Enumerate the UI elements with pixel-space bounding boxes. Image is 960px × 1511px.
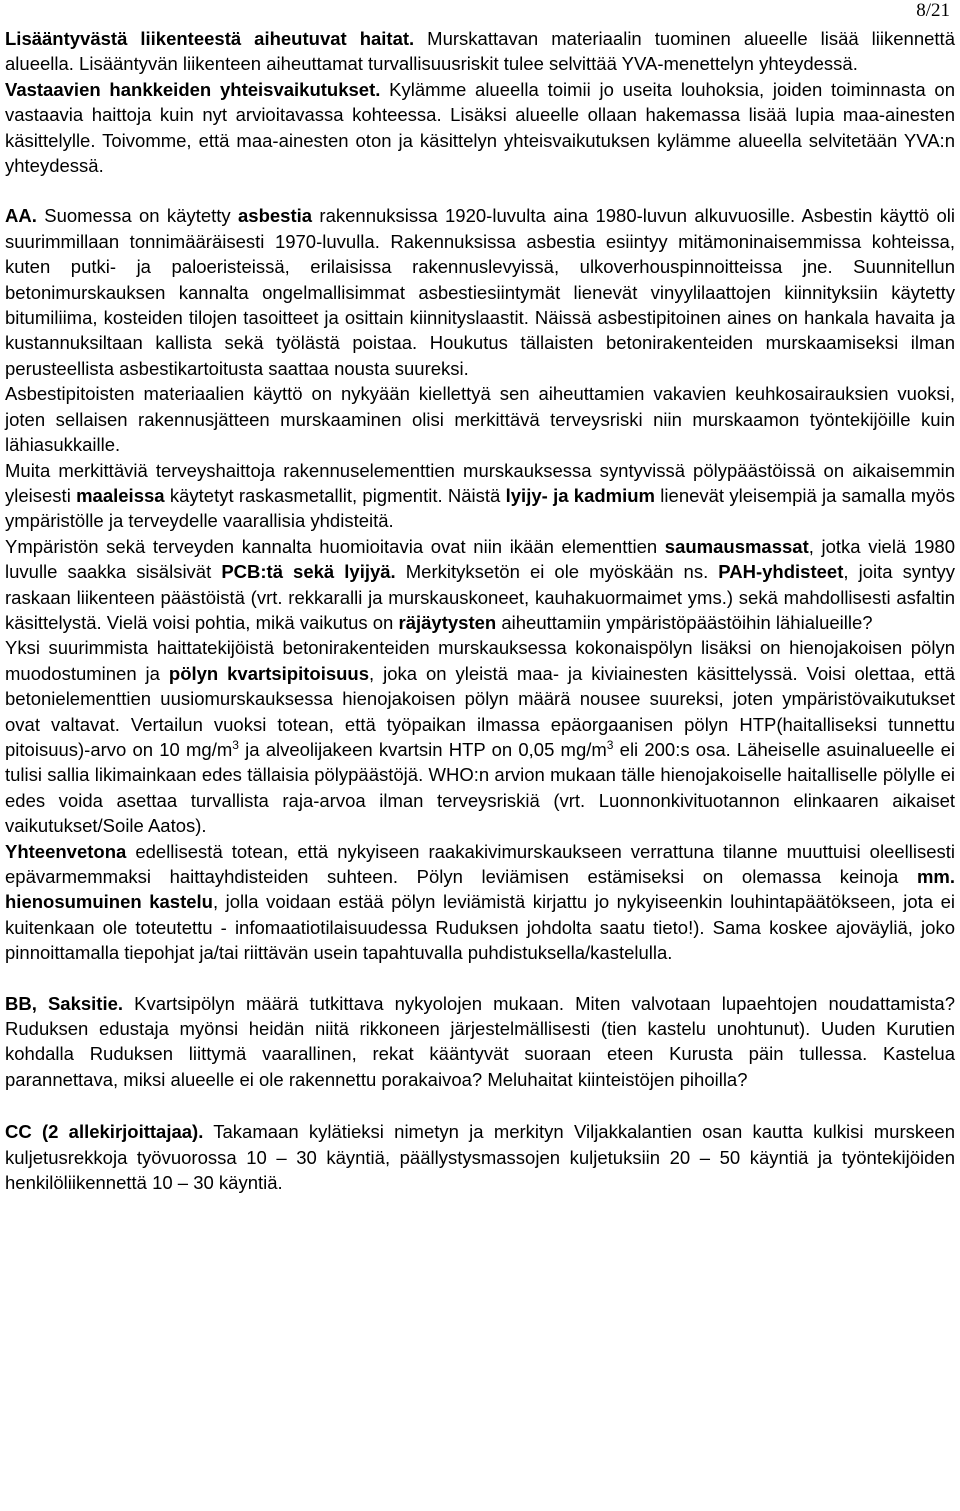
paragraph-saumausmassat (5, 534, 955, 636)
page-number: 8/21 (916, 0, 950, 21)
paragraph-text: rakennuksissa 1920-luvulta aina 1980-luvun alkuvuosille. Asbestin käyttö oli suurimmillaan tonnimääräisesti 1970-luvulla. Rakennuksissa asbestia esiintyy mitämoninaisemmissa kohteissa, kuten putki- ja paloeristeissä, erilaisissa rakennuslevyissä, ulkoverhouspinnoitteissa jne. Suunnitellun betonimurskauksen kannalta ongelmallisimmat asbestiesiintymät lienevät vinyylilaattojen kiinnityksiin käytetty bitumiliima, kosteiden tilojen tasoitteet ja osittain kiinnityslaastit. Näissä asbestipitoinen aines on hankala havaita ja kustannuksiltaan kallista sekä työlästä poistaa. Houkutus tällaisten betonirakenteiden murskaamiseksi ilman perusteellista asbestikartoitusta saattaa nousta suureksi. (5, 205, 955, 379)
superscript: 3 (606, 737, 614, 752)
bold-text: BB, Saksitie. (5, 992, 124, 1014)
paragraph-text: , jotka vielä 1980 luvulle saakka sisälsivät (5, 535, 956, 583)
bold-text: mm. hienosumuinen kastelu (5, 866, 955, 913)
paragraph-asbestipitoiset (5, 381, 955, 457)
paragraph-yhteisvaikutukset (5, 77, 955, 179)
paragraph-text: Ympäristön sekä terveyden kannalta huomioitavia ovat niin ikään elementtien (5, 535, 665, 557)
paragraph-text: käytetyt raskasmetallit, pigmentit. Näistä (164, 484, 506, 506)
paragraph-text: , jolla voidaan estää pölyn leviämistä kirjattu jo nykyiseenkin louhintapäätökseen, jota ei kuitenkaan ole toteutettu - infomaatiotilaisuudessa Ruduksen johdolta saatu tieto!). Sama koskee ajoväyliä, joko pinnoittamalla tiepohjat ja/tai riittävän usein tapahtuvalla puhdistuksella/kastelulla. (5, 891, 955, 964)
bold-text: AA. (5, 205, 37, 227)
bold-text: maaleissa (76, 484, 165, 506)
paragraph-text: Kylämme alueella toimii jo useita louhoksia, joiden toiminnasta on vastaavia haittoja kuin nyt arvioitavassa kohteessa. Lisäksi alueelle ollaan hakemassa lisää lupia maa-ainesten käsittelylle. Toivomme, että maa-ainesten oton ja käsittelyn yhteisvaikutuksen kylämme alueella selvitetään YVA:n yhteydessä. (5, 78, 955, 177)
paragraph-text: ja alveolijakeen kvartsin HTP on 0,05 mg/m (238, 738, 607, 760)
bold-text: lyijy- ja kadmium (505, 484, 656, 506)
paragraph-text: Murskattavan materiaalin tuominen alueelle lisää liikennettä alueella. Lisääntyvän liikenteen aiheuttamat turvallisuusriskit tulee selvittää YVA-menettelyn yhteydessä. (5, 28, 955, 75)
document-body (5, 26, 955, 1195)
bold-text: pölyn kvartsipitoisuus (168, 662, 370, 684)
bold-text: PAH-yhdisteet (718, 561, 844, 583)
paragraph-text: Merkityksetön ei ole myöskään ns. (395, 561, 719, 583)
paragraph-text: lienevät yleisempiä ja samalla myös ympäristölle ja terveydelle vaarallisia yhdisteitä. (5, 484, 955, 532)
bold-text: CC (2 allekirjoittajaa). (5, 1121, 204, 1143)
paragraph-liikenne (5, 26, 955, 77)
paragraph-cc (5, 1119, 955, 1195)
superscript: 3 (232, 737, 239, 752)
paragraph-text: Suomessa on käytetty (36, 205, 239, 227)
paragraph-text: Asbestipitoisten materiaalien käyttö on nykyään kiellettyä sen aiheuttamien vakavien keuhkosairauksien vuoksi, joten sellaisen rakennusjätteen murskaaminen olisi merkittävä terveysriski niin murskaamon työntekijöille kuin lähiasukkaille. (5, 383, 955, 456)
bold-text: saumausmassat (664, 535, 809, 557)
paragraph-text: , joka on yleistä maa- ja kiviainesten käsittelyssä. Voisi olettaa, että betonielementtien uusiomurskauksessa hienojakoisen pölyn määrä nousee suureksi, joten ympäristövaikutukset ovat valtavat. Vertailun vuoksi totean, että työpaikan ilmassa epäorgaanisen pölyn HTP(haitalliseksi tunnettu pitoisuus)-arvo on 10 mg/m (5, 662, 955, 760)
paragraph-bb (5, 991, 955, 1093)
paragraph-text: aiheuttamiin ympäristöpäästöihin lähialueille? (496, 611, 873, 633)
paragraph-text: edellisestä totean, että nykyiseen raakakivimurskaukseen verrattuna tilanne muuttuisi oleellisesti epävarmemmaksi haittayhdisteiden suhteen. Pölyn leviämisen estämiseksi on olemassa keinoja (5, 840, 955, 887)
paragraph-kvartsi (5, 635, 955, 838)
paragraph-text: , joita syntyy raskaan liikenteen päästöistä (vrt. rekkaralli ja murskauskoneet, kauhakuormaimet yms.) sekä mahdollisesti asfaltin käsittelystä. Vielä voisi pohtia, mikä vaikutus on (5, 561, 956, 633)
paragraph-yhteenveto (5, 839, 955, 966)
bold-text: PCB:tä sekä lyijyä. (221, 561, 396, 583)
bold-text: Vastaavien hankkeiden yhteisvaikutukset. (5, 78, 381, 100)
paragraph-text: Yksi suurimmista haittatekijöistä betonirakenteiden murskauksessa kokonaispölyn lisäksi on hienojakoisen pölyn muodostuminen ja (5, 637, 955, 684)
bold-text: räjäytysten (398, 611, 497, 633)
paragraph-text: Takamaan kylätieksi nimetyn ja merkityn Viljakkalantien osan kautta kulkisi murskeen kuljetusrekkoja työvuorossa 10 – 30 käyntiä, päällystysmassojen kuljetuksiin 20 – 50 käyntiä ja työntekijöiden henkilöliikennettä 10 – 30 käyntiä. (5, 1121, 955, 1194)
bold-text: Yhteenvetona (5, 840, 127, 862)
paragraph-terveyshaitat (5, 458, 955, 534)
paragraph-text: eli 200:s osa. Läheiselle asuinalueelle ei tulisi sallia likimainkaan edes tällaisia pölypäästöjä. WHO:n arvion mukaan tälle hienojakoiselle haitalliselle pölylle ei edes voida asettaa turvallista raja-arvoa ilman terveysriskiä (vrt. Luonnonkivituotannon elinkaaren aikaiset vaikutukset/Soile Aatos). (5, 738, 955, 837)
paragraph-aa (5, 203, 955, 381)
paragraph-text: Kvartsipölyn määrä tutkittava nykyolojen mukaan. Miten valvotaan lupaehtojen noudattamista? Ruduksen edustaja myönsi heidän niitä rikkoneen järjestelmällisesti (tien kastelu unohtunut). Uuden Kurutien kohdalla Ruduksen liittymä vaarallinen, rekat kääntyvät suoraan eteen Kurusta päin tullessa. Kastelua parannettava, miksi alueelle ei ole rakennettu porakaivoa? Meluhaitat kiinteistöjen pihoilla? (5, 992, 955, 1090)
bold-text: Lisääntyvästä liikenteestä aiheutuvat haitat. (5, 28, 415, 49)
paragraph-text: Muita merkittäviä terveyshaittoja rakennuselementtien murskauksessa syntyvissä pölypäästöissä on aikaisemmin yleisesti (5, 459, 955, 506)
bold-text: asbestia (238, 205, 313, 227)
